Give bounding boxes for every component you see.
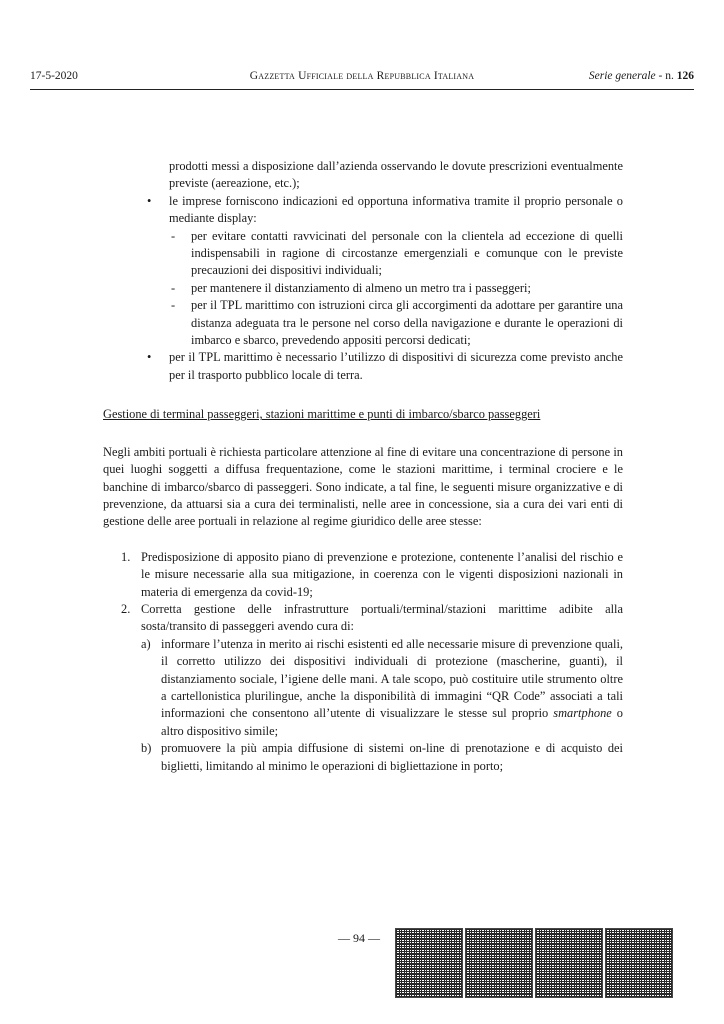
bullet-mark: • <box>147 350 152 365</box>
numbered-list <box>121 549 624 775</box>
barcode-3 <box>535 928 603 998</box>
issue-number: 126 <box>676 70 694 82</box>
letter-text-end: o altro dispositivo simile; <box>161 706 624 738</box>
numbered-text: Corretta gestione delle infrastrutture portuali/terminal/stazioni marittime adibite alla sosta/transito di passeggeri avendo cura di: <box>141 601 623 634</box>
dash-list <box>171 228 623 350</box>
barcode-4 <box>605 928 673 998</box>
dash-text: per il TPL marittimo con istruzioni circa gli accorgimenti da adottare per garantire una distanza adeguata tra le persone nel corso della navigazione e durante le operazioni di imbarco e sbarco, prevedendo appositi percorsi dedicati; <box>191 298 623 348</box>
dash-mark: - <box>171 298 176 313</box>
dash-item <box>171 280 623 297</box>
bullet-item <box>147 349 623 384</box>
dash-item <box>171 297 623 349</box>
letter-list <box>141 636 624 775</box>
numbered-item <box>121 549 623 601</box>
continuation-paragraph: prodotti messi a disposizione dall’azienda osservando le dovute prescrizioni eventualmente previste (aereazione, etc.); <box>169 159 623 191</box>
dash-mark: - <box>171 228 176 243</box>
header-title: Gazzetta Ufficiale della Repubblica Italiana <box>249 70 475 82</box>
page-number: — 94 — <box>338 931 380 945</box>
numbered-text: Predisposizione di apposito piano di prevenzione e protezione, contenente l’analisi del rischio e le misure necessarie alla sua mitigazione, in coerenza con le vigenti disposizioni nazionali in materia di emergenza da covid-19; <box>141 549 623 599</box>
bullet-item <box>147 193 623 228</box>
series-separator: - n. <box>655 70 677 82</box>
letter-text-italic: smartphone <box>553 706 612 721</box>
numbered-item <box>121 601 623 636</box>
dash-text: per mantenere il distanziamento di almeno un metro tra i passeggeri; <box>191 280 531 295</box>
header-rule <box>30 89 694 90</box>
dash-item <box>171 228 623 280</box>
dash-text: per evitare contatti ravvicinati del personale con la clientela ad eccezione di quelli indispensabili in ragione di circostanze emergenziali e comunque con le previste precauzioni dei dispositivi individuali; <box>191 228 623 278</box>
letter-item <box>141 636 624 740</box>
letter-mark: b) <box>141 741 152 756</box>
series-label: Serie generale <box>588 70 656 82</box>
page-header <box>30 70 694 88</box>
bullet-mark: • <box>147 193 152 208</box>
bullet-text: le imprese forniscono indicazioni ed opportuna informativa tramite il proprio personale o mediante display: <box>169 193 623 226</box>
letter-item <box>141 740 623 775</box>
barcode-1 <box>395 928 463 998</box>
bullet-text: per il TPL marittimo è necessario l’utilizzo di dispositivi di sicurezza come previsto anche per il trasporto pubblico locale di terra. <box>169 350 623 382</box>
number-mark: 2. <box>121 601 131 616</box>
section-title: Gestione di terminal passeggeri, stazioni marittime e punti di imbarco/sbarco passeggeri <box>103 407 541 422</box>
letter-text: promuovere la più ampia diffusione di sistemi on-line di prenotazione e di acquisto dei biglietti, limitando al minimo le operazioni di bigliettazione in porto; <box>161 741 623 773</box>
intro-paragraph: Negli ambiti portuali è richiesta particolare attenzione al fine di evitare una concentrazione di persone in quei luoghi soggetti a diffusa frequentazione, come le stazioni marittime, i terminal crociere e le banchine di imbarco/sbarco di passeggeri. Sono indicate, a tal fine, le seguenti misure organizzative e di prevenzione, da attuarsi sia a cura dei terminalisti, nelle aree in concessione, sia a cura dei vari enti di gestione delle aree portuali in relazione al regime giuridico delle aree stesse: <box>103 444 623 529</box>
letter-mark: a) <box>141 636 151 651</box>
header-series <box>589 70 694 82</box>
document-body <box>103 158 623 775</box>
letter-text: informare l’utenza in merito ai rischi esistenti ed alle necessarie misure di prevenzione quali, il corretto utilizzo dei dispositivi individuali di protezione (mascherine, guanti), il distanziamento sociale, l’igiene delle mani. A tale scopo, può costituire utile strumento oltre a cartellonistica plurilingue, anche la disponibilità di immagini “QR Code” associati a tali informazioni che consentono all’utente di visualizzare le stesse sul proprio <box>161 636 623 721</box>
number-mark: 1. <box>121 549 131 564</box>
header-date: 17-5-2020 <box>30 70 78 82</box>
dash-mark: - <box>171 280 176 295</box>
barcode-2 <box>465 928 533 998</box>
